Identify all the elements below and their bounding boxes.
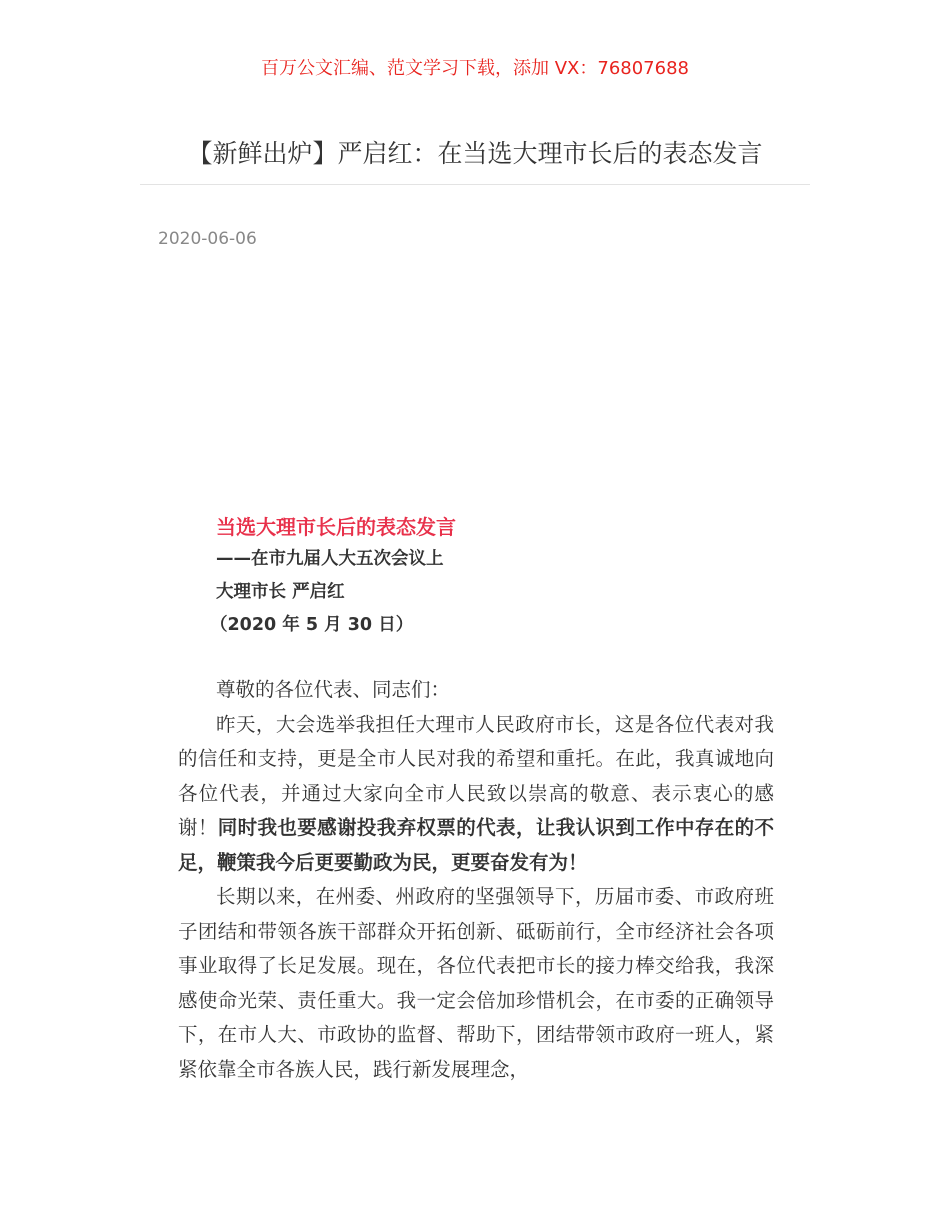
speech-heading-block [210,511,776,642]
salutation-paragraph: 尊敬的各位代表、同志们： [216,678,451,701]
body-paragraph-2: 长期以来，在州委、州政府的坚强领导下，历届市委、市政府班子团结和带领各族干部群众开拓创新、砥砺前行，全市经济社会各项事业取得了长足发展。现在，各位代表把市长的接力棒交给我，我深感使命光荣、责任重大。我一定会倍加珍惜机会，在市委的正确领导下，在市人大、市政协的监督、帮助下，团结带领市政府一班人，紧紧依靠全市各族人民，践行新发展理念， [178,885,774,1081]
speech-date: （2020 年 5 月 30 日） [210,615,414,635]
body-paragraph-1 [178,708,774,881]
promo-banner: 百万公文汇编、范文学习下载，添加 VX：76807688 [261,58,689,79]
speech-speaker: 大理市长 严启红 [216,582,345,602]
body-paragraph-1-text: 昨天，大会选举我担任大理市人民政府市长，这是各位代表对我的信任和支持，更是全市人民对我的希望和重托。在此，我真诚地向各位代表，并通过大家向全市人民致以崇高的敬意、表示衷心的感谢！ [178,712,774,839]
speech-body [178,673,774,1087]
speech-heading: 当选大理市长后的表态发言 [216,515,456,539]
body-paragraph-1-bold: 同时我也要感谢投我弃权票的代表，让我认识到工作中存在的不足，鞭策我今后更要勤政为民，更要奋发有为！ [178,816,774,874]
title-divider [140,184,810,185]
article-title: 【新鲜出炉】严启红：在当选大理市长后的表态发言 [187,139,763,168]
publish-date: 2020-06-06 [158,229,257,249]
speech-subheading: ——在市九届人大五次会议上 [216,549,444,569]
